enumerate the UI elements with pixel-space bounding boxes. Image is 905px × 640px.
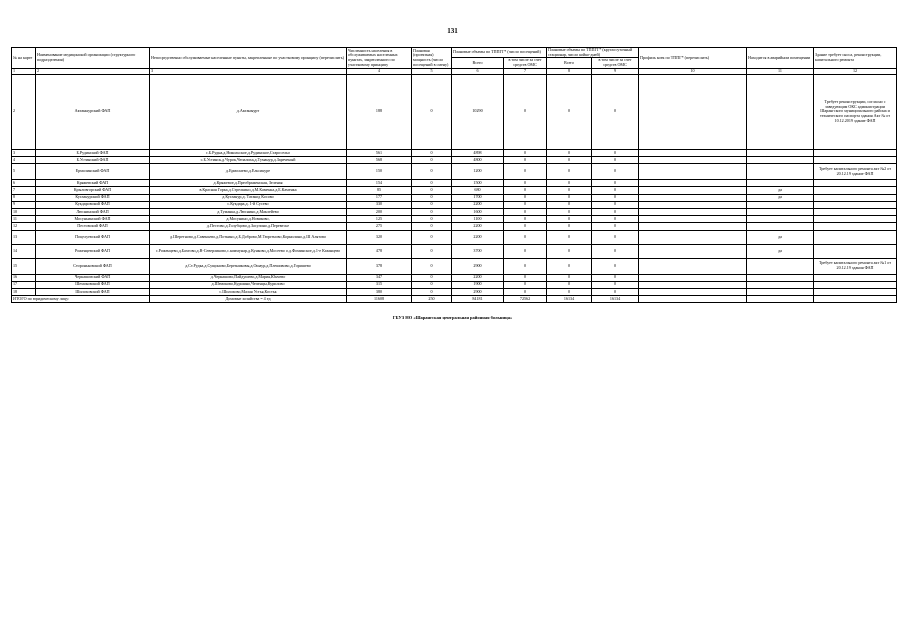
cell-bed-profile bbox=[639, 230, 747, 244]
cell-organization-name: Шемоковский ФАП bbox=[36, 281, 150, 288]
cell-capacity: 0 bbox=[412, 244, 452, 258]
cell-population: 150 bbox=[347, 164, 412, 180]
cell-beddays-oms: 0 bbox=[592, 244, 639, 258]
cell-beddays-oms: 0 bbox=[592, 281, 639, 288]
cell-visits-total: 1500 bbox=[452, 180, 504, 187]
cell-beddays-total: 0 bbox=[547, 216, 592, 223]
cell-population: 320 bbox=[347, 230, 412, 244]
cell-beddays-total: 0 bbox=[547, 187, 592, 194]
cell-repair-note bbox=[814, 187, 897, 194]
cell-repair-note bbox=[814, 201, 897, 208]
cell-organization-name: Кукдаровский ФАП bbox=[36, 201, 150, 208]
cell-visits-total: 2900 bbox=[452, 258, 504, 274]
cell-map-number: 6 bbox=[12, 180, 36, 187]
table-row bbox=[12, 244, 897, 258]
cell-capacity: 0 bbox=[412, 281, 452, 288]
col-number: 5 bbox=[412, 68, 452, 74]
cell-organization-name: Б.Устинский ФАП bbox=[36, 157, 150, 164]
cell-organization-name: Крыловгорский ФАП bbox=[36, 187, 150, 194]
cell-organization-name: Поцелуевский ФАП bbox=[36, 230, 150, 244]
cell-visits-total: 2200 bbox=[452, 223, 504, 230]
cell-beddays-oms: 0 bbox=[592, 258, 639, 274]
cell-emergency-flag bbox=[747, 180, 814, 187]
header-visits-total: Всего bbox=[452, 58, 504, 68]
cell-repair-note bbox=[814, 149, 897, 156]
cell-beddays-oms: 0 bbox=[592, 216, 639, 223]
cell-beddays-total: 0 bbox=[547, 208, 592, 215]
cell-visits-oms: 0 bbox=[504, 164, 547, 180]
cell-visits-oms: 0 bbox=[504, 216, 547, 223]
cell-map-number: 9 bbox=[12, 201, 36, 208]
cell-beddays-total: 0 bbox=[547, 194, 592, 201]
cell-bed-profile bbox=[639, 244, 747, 258]
cell-beddays-total: 0 bbox=[547, 74, 592, 149]
header-settlements: Непосредственно обслуживаемые населенные пункты, закрепленные по участковому принципу (перечислить) bbox=[150, 48, 347, 69]
cell-repair-note bbox=[814, 157, 897, 164]
header-visits-oms: в том числе за счет средств ОМС bbox=[504, 58, 547, 68]
cell-capacity: 0 bbox=[412, 274, 452, 281]
table-row bbox=[12, 258, 897, 274]
cell-repair-note bbox=[814, 194, 897, 201]
cell-beddays-total: 0 bbox=[547, 164, 592, 180]
cell-visits-total: 3700 bbox=[452, 244, 504, 258]
cell-beddays-oms: 0 bbox=[592, 201, 639, 208]
cell-visits-total: 2200 bbox=[452, 201, 504, 208]
facilities-table bbox=[11, 47, 897, 303]
cell-repair-note: Требует реконструкции, согласно с заведующим ОКС администрации Шарангского муниципального района и технического паспорта здания Акт № от 10.12.2019 здание ФАП bbox=[814, 74, 897, 149]
cell-settlements: д.Кугланур,д. Татакод Косово bbox=[150, 194, 347, 201]
table-row bbox=[12, 194, 897, 201]
cell-beddays-oms: 0 bbox=[592, 157, 639, 164]
cell-visits-oms: 0 bbox=[504, 244, 547, 258]
footer-organization: ГБУЗ НО «Шарангская центральная районная больница» bbox=[392, 315, 513, 320]
header-beddays-oms: в том числе за счет средств ОМС bbox=[592, 58, 639, 68]
cell-population: 315 bbox=[347, 281, 412, 288]
cell-repair-note bbox=[814, 180, 897, 187]
cell-bed-profile bbox=[639, 149, 747, 156]
cell-bed-profile bbox=[639, 223, 747, 230]
cell-bed-profile bbox=[639, 258, 747, 274]
cell-visits-oms: 0 bbox=[504, 230, 547, 244]
cell-settlements: д.Пестово,д.Голубцово,д.Засулино,д.Перевесье bbox=[150, 223, 347, 230]
cell-population: 85 bbox=[347, 187, 412, 194]
table-row bbox=[12, 281, 897, 288]
header-population: Численность населения в обслуживаемых населенных пунктах, закрепленного по участковому принципу bbox=[347, 48, 412, 69]
cell-map-number: 7 bbox=[12, 187, 36, 194]
cell-settlements: д.Шемоково,Куршино,Чепенцы,Курилово bbox=[150, 281, 347, 288]
cell-settlements: в.Красная Горка,д.Стрелкино,д.М.Каменка,д.Б.Каменка bbox=[150, 187, 347, 194]
cell-beddays-total: 0 bbox=[547, 157, 592, 164]
cell-population: 378 bbox=[347, 258, 412, 274]
cell-organization-name: Пестовский ФАП bbox=[36, 223, 150, 230]
total-empty bbox=[639, 296, 747, 303]
col-number: 3 bbox=[150, 68, 347, 74]
header-bed-profile: Профиль коек по ТППГ* (перечислить) bbox=[639, 48, 747, 69]
cell-map-number: 14 bbox=[12, 244, 36, 258]
cell-bed-profile bbox=[639, 208, 747, 215]
cell-visits-total: 680 bbox=[452, 187, 504, 194]
cell-visits-total: 2200 bbox=[452, 230, 504, 244]
header-organization: Наименование медицинской организации (структурного подразделения) bbox=[36, 48, 150, 69]
cell-population: 380 bbox=[347, 288, 412, 295]
total-row bbox=[12, 296, 897, 303]
table-row bbox=[12, 274, 897, 281]
cell-visits-oms: 0 bbox=[504, 208, 547, 215]
cell-emergency-flag bbox=[747, 157, 814, 164]
cell-organization-name: Ермолинский ФАП bbox=[36, 164, 150, 180]
col-number: 6 bbox=[452, 68, 504, 74]
cell-emergency-flag bbox=[747, 274, 814, 281]
cell-bed-profile bbox=[639, 288, 747, 295]
cell-settlements: д.Черкашово,Пайдушево,д.Мария,Юнчево bbox=[150, 274, 347, 281]
cell-map-number: 15 bbox=[12, 258, 36, 274]
cell-settlements: д.Ермолаево,д.Ельсикуре bbox=[150, 164, 347, 180]
page-number: 131 bbox=[447, 27, 458, 35]
cell-population: 561 bbox=[347, 149, 412, 156]
cell-map-number: 10 bbox=[12, 208, 36, 215]
cell-organization-name: Актаныурский ФАП bbox=[36, 74, 150, 149]
cell-settlements: с.Роженцево,д.Бахтово,д.В-Северликово,с.коммунар,д.Кунково,д.Мосеево о.д.Фоминское,д.1-е Казанцево bbox=[150, 244, 347, 258]
cell-emergency-flag: да bbox=[747, 244, 814, 258]
cell-organization-name: Стороньковский ФАП bbox=[36, 258, 150, 274]
col-number: 1 bbox=[12, 68, 36, 74]
cell-organization-name: Роженцевский ФАП bbox=[36, 244, 150, 258]
cell-visits-oms: 0 bbox=[504, 74, 547, 149]
cell-emergency-flag bbox=[747, 258, 814, 274]
cell-map-number: 18 bbox=[12, 288, 36, 295]
cell-map-number: 3 bbox=[12, 149, 36, 156]
cell-organization-name: Шилоховский ФАП bbox=[36, 288, 150, 295]
cell-organization-name: Черкашовский ФАП bbox=[36, 274, 150, 281]
cell-emergency-flag bbox=[747, 74, 814, 149]
cell-beddays-total: 0 bbox=[547, 230, 592, 244]
cell-population: 478 bbox=[347, 244, 412, 258]
cell-capacity: 0 bbox=[412, 164, 452, 180]
cell-beddays-total: 0 bbox=[547, 258, 592, 274]
cell-emergency-flag bbox=[747, 288, 814, 295]
cell-settlements: д.Мосунино,д.Новиково, bbox=[150, 216, 347, 223]
cell-visits-total: 4800 bbox=[452, 157, 504, 164]
cell-repair-note bbox=[814, 274, 897, 281]
cell-beddays-oms: 0 bbox=[592, 180, 639, 187]
table-row bbox=[12, 149, 897, 156]
cell-capacity: 0 bbox=[412, 201, 452, 208]
cell-bed-profile bbox=[639, 281, 747, 288]
cell-visits-total: 1600 bbox=[452, 208, 504, 215]
col-number: 2 bbox=[36, 68, 150, 74]
cell-population: 154 bbox=[347, 180, 412, 187]
cell-capacity: 0 bbox=[412, 288, 452, 295]
total-capacity: 250 bbox=[412, 296, 452, 303]
col-number: 12 bbox=[814, 68, 897, 74]
cell-visits-oms: 0 bbox=[504, 281, 547, 288]
cell-map-number: 17 bbox=[12, 281, 36, 288]
cell-capacity: 0 bbox=[412, 157, 452, 164]
cell-population: 330 bbox=[347, 201, 412, 208]
cell-visits-oms: 0 bbox=[504, 180, 547, 187]
cell-capacity: 0 bbox=[412, 74, 452, 149]
cell-emergency-flag: да bbox=[747, 194, 814, 201]
cell-beddays-total: 0 bbox=[547, 223, 592, 230]
cell-map-number: 16 bbox=[12, 274, 36, 281]
total-beddays-oms: 16134 bbox=[592, 296, 639, 303]
cell-population: 125 bbox=[347, 216, 412, 223]
cell-visits-total: 4898 bbox=[452, 149, 504, 156]
cell-beddays-oms: 0 bbox=[592, 208, 639, 215]
cell-population: 347 bbox=[347, 274, 412, 281]
cell-emergency-flag bbox=[747, 201, 814, 208]
cell-emergency-flag bbox=[747, 216, 814, 223]
cell-organization-name: Кряжевский ФАП bbox=[36, 180, 150, 187]
cell-beddays-total: 0 bbox=[547, 288, 592, 295]
cell-visits-total: 1200 bbox=[452, 164, 504, 180]
cell-repair-note bbox=[814, 223, 897, 230]
cell-map-number: 13 bbox=[12, 230, 36, 244]
cell-beddays-oms: 0 bbox=[592, 288, 639, 295]
cell-beddays-total: 0 bbox=[547, 274, 592, 281]
table-row bbox=[12, 164, 897, 180]
cell-settlements: д.Шеретново,д.Савеньево,д.Поткино,д.Б.Доброво,М.Тюргеново,Корнилино,д.Ш Алятово bbox=[150, 230, 347, 244]
cell-bed-profile bbox=[639, 194, 747, 201]
cell-emergency-flag: да bbox=[747, 187, 814, 194]
cell-map-number: 8 bbox=[12, 194, 36, 201]
total-households: Домовые хозяйства = 4 ед bbox=[150, 296, 347, 303]
cell-beddays-total: 0 bbox=[547, 149, 592, 156]
header-capacity: Плановая (проектная) мощность (число посещений в смену) bbox=[412, 48, 452, 69]
cell-visits-oms: 0 bbox=[504, 274, 547, 281]
cell-emergency-flag bbox=[747, 281, 814, 288]
cell-emergency-flag bbox=[747, 208, 814, 215]
cell-visits-oms: 0 bbox=[504, 187, 547, 194]
col-number: 4 bbox=[347, 68, 412, 74]
header-repair: Здание требует сноса, реконструкции, капитального ремонта bbox=[814, 48, 897, 69]
cell-repair-note: Требует капитального ремонта акт №1 от 20.12.19 здания ФАП bbox=[814, 258, 897, 274]
cell-visits-oms: 0 bbox=[504, 194, 547, 201]
cell-visits-oms: 0 bbox=[504, 149, 547, 156]
cell-population: 188 bbox=[347, 74, 412, 149]
cell-capacity: 0 bbox=[412, 230, 452, 244]
cell-capacity: 0 bbox=[412, 180, 452, 187]
table-row bbox=[12, 216, 897, 223]
cell-map-number: 11 bbox=[12, 216, 36, 223]
cell-organization-name: Люснинский ФАП bbox=[36, 208, 150, 215]
table-row bbox=[12, 187, 897, 194]
col-number: 9 bbox=[592, 68, 639, 74]
cell-bed-profile bbox=[639, 216, 747, 223]
cell-capacity: 0 bbox=[412, 216, 452, 223]
cell-bed-profile bbox=[639, 74, 747, 149]
cell-visits-total: 2900 bbox=[452, 288, 504, 295]
cell-beddays-total: 0 bbox=[547, 281, 592, 288]
cell-population: 200 bbox=[347, 208, 412, 215]
col-number: 11 bbox=[747, 68, 814, 74]
cell-population: 275 bbox=[347, 223, 412, 230]
cell-bed-profile bbox=[639, 274, 747, 281]
cell-emergency-flag bbox=[747, 164, 814, 180]
cell-bed-profile bbox=[639, 157, 747, 164]
table-row bbox=[12, 288, 897, 295]
header-beddays-total: Всего bbox=[547, 58, 592, 68]
table-row bbox=[12, 223, 897, 230]
header-visits-group: Плановые объемы по ТППГГ* (число посещений) bbox=[452, 48, 547, 58]
cell-map-number: 5 bbox=[12, 164, 36, 180]
cell-visits-oms: 0 bbox=[504, 258, 547, 274]
cell-visits-oms: 0 bbox=[504, 288, 547, 295]
col-number: 8 bbox=[547, 68, 592, 74]
cell-emergency-flag bbox=[747, 223, 814, 230]
cell-organization-name: Б.Рудинский ФАП bbox=[36, 149, 150, 156]
cell-beddays-total: 0 bbox=[547, 244, 592, 258]
cell-beddays-oms: 0 bbox=[592, 149, 639, 156]
cell-visits-oms: 0 bbox=[504, 201, 547, 208]
cell-repair-note bbox=[814, 208, 897, 215]
cell-repair-note: Требует капитального ремонта акт №2 от 20.12.19 здание ФАП bbox=[814, 164, 897, 180]
total-label: ИТОГО по юридическому лицу: bbox=[12, 296, 150, 303]
cell-visits-total: 10290 bbox=[452, 74, 504, 149]
total-visits: 84181 bbox=[452, 296, 504, 303]
table-row bbox=[12, 180, 897, 187]
cell-repair-note bbox=[814, 288, 897, 295]
cell-settlements: с.Б.Рудна,д.Никольское,д.Рудинское,Старосельо bbox=[150, 149, 347, 156]
cell-population: 568 bbox=[347, 157, 412, 164]
table-row bbox=[12, 157, 897, 164]
header-map-number: № на карте bbox=[12, 48, 36, 69]
cell-beddays-oms: 0 bbox=[592, 230, 639, 244]
cell-visits-total: 2200 bbox=[452, 274, 504, 281]
cell-repair-note bbox=[814, 216, 897, 223]
cell-visits-total: 1700 bbox=[452, 194, 504, 201]
cell-settlements: д.Актаныурт bbox=[150, 74, 347, 149]
cell-beddays-total: 0 bbox=[547, 201, 592, 208]
cell-settlements: с.Шилохово,Малая Устья,Костьк bbox=[150, 288, 347, 295]
total-visits-oms: 72562 bbox=[504, 296, 547, 303]
cell-bed-profile bbox=[639, 201, 747, 208]
cell-settlements: д.Туманка,д.Люснино,д.Маклейево bbox=[150, 208, 347, 215]
cell-capacity: 0 bbox=[412, 149, 452, 156]
cell-bed-profile bbox=[639, 180, 747, 187]
total-empty bbox=[747, 296, 814, 303]
cell-bed-profile bbox=[639, 164, 747, 180]
total-population: 11608 bbox=[347, 296, 412, 303]
cell-population: 177 bbox=[347, 194, 412, 201]
cell-map-number: 4 bbox=[12, 157, 36, 164]
table-row bbox=[12, 74, 897, 149]
cell-visits-oms: 0 bbox=[504, 157, 547, 164]
cell-beddays-oms: 0 bbox=[592, 187, 639, 194]
cell-settlements: с.Кукдара,д. 1-й Сусево bbox=[150, 201, 347, 208]
cell-capacity: 0 bbox=[412, 194, 452, 201]
cell-repair-note bbox=[814, 281, 897, 288]
cell-emergency-flag bbox=[747, 149, 814, 156]
table-row bbox=[12, 208, 897, 215]
table-row bbox=[12, 201, 897, 208]
cell-capacity: 0 bbox=[412, 208, 452, 215]
cell-beddays-oms: 0 bbox=[592, 274, 639, 281]
total-beddays: 16134 bbox=[547, 296, 592, 303]
cell-map-number: 12 bbox=[12, 223, 36, 230]
header-emergency: Находится в аварийном помещении bbox=[747, 48, 814, 69]
cell-settlements: д.Ст.Рудка,д.Сущиново,Березниковы,д.Ошаур,д.Плешивово,д.Горишево bbox=[150, 258, 347, 274]
cell-organization-name: Мосуньинский ФАП bbox=[36, 216, 150, 223]
cell-beddays-oms: 0 bbox=[592, 74, 639, 149]
cell-repair-note bbox=[814, 230, 897, 244]
cell-visits-oms: 0 bbox=[504, 223, 547, 230]
table-body bbox=[12, 74, 897, 302]
col-number: 10 bbox=[639, 68, 747, 74]
cell-settlements: д.Кряжевое,д.Преображенская, Зеленая bbox=[150, 180, 347, 187]
table-row bbox=[12, 230, 897, 244]
header-beddays-group: Плановые объемы по ТППГГ* (круглосуточный стационар, число койко-дней) bbox=[547, 48, 639, 58]
cell-emergency-flag: да bbox=[747, 230, 814, 244]
cell-beddays-total: 0 bbox=[547, 180, 592, 187]
cell-settlements: с.Б.Устинск,д.Чурок,Чепалиха,д.Туманур,д.Зареченый bbox=[150, 157, 347, 164]
cell-organization-name: Кугланурский ФАП bbox=[36, 194, 150, 201]
cell-capacity: 0 bbox=[412, 258, 452, 274]
cell-beddays-oms: 0 bbox=[592, 164, 639, 180]
cell-visits-total: 1900 bbox=[452, 281, 504, 288]
cell-beddays-oms: 0 bbox=[592, 194, 639, 201]
total-empty bbox=[814, 296, 897, 303]
cell-bed-profile bbox=[639, 187, 747, 194]
cell-beddays-oms: 0 bbox=[592, 223, 639, 230]
cell-map-number: 2 bbox=[12, 74, 36, 149]
col-number: 7 bbox=[504, 68, 547, 74]
cell-capacity: 0 bbox=[412, 223, 452, 230]
cell-repair-note bbox=[814, 244, 897, 258]
cell-capacity: 0 bbox=[412, 187, 452, 194]
cell-visits-total: 1100 bbox=[452, 216, 504, 223]
